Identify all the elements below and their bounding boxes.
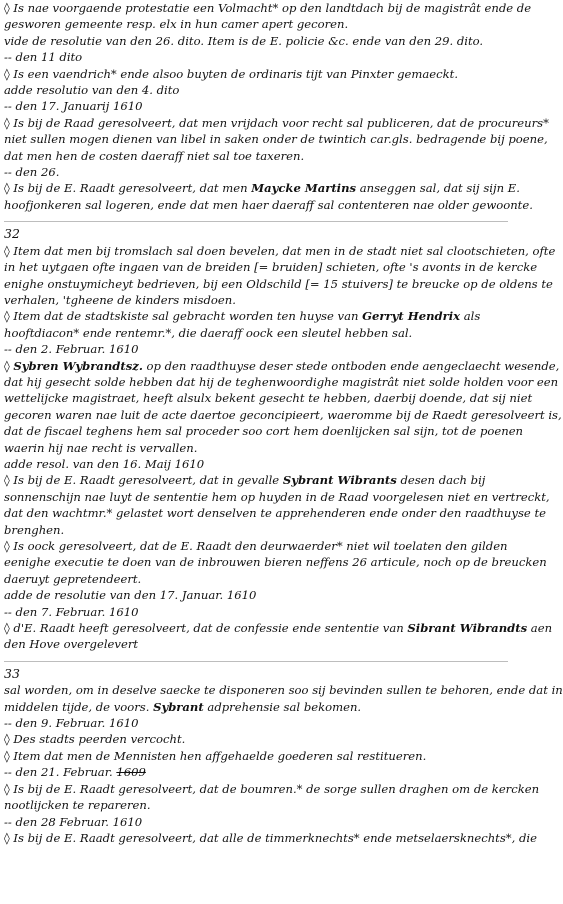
text-span: ◊ Is bij de E. Raadt geresolveert, dat men	[4, 181, 252, 196]
person-name: Sybrant Wibrants	[282, 473, 397, 488]
page-number: 32	[4, 226, 20, 242]
text-span: als	[460, 309, 481, 324]
person-name: Sibrant Wibrandts	[407, 621, 528, 636]
text-span: adprehensie sal bekomen.	[203, 699, 362, 714]
text-line: eenighe executie te doen van de inbrouwen bieren neffens 26 articule, noch op de breucken	[4, 555, 547, 570]
text-line	[4, 620, 553, 636]
text-line: verhalen, 'tgheene de kinders misdoen.	[4, 292, 236, 307]
text-line: dat men hen de costen daeraff niet sal toe taxeren.	[4, 148, 305, 163]
place-name: Pinxter	[350, 66, 394, 81]
text-line: dat den wachtmr.* gelastet wort denselven te apprehenderen ende onder den raadthuyse te	[4, 506, 546, 521]
text-span: ◊ Is bij de E. Raadt geresolveert, dat in gevalle	[4, 473, 283, 488]
person-name: Gerryt Hendrix	[362, 309, 461, 324]
text-line: waerin hij nae recht is vervallen.	[4, 440, 198, 455]
page-divider	[4, 221, 508, 222]
date-line: -- den 7. Februar. 1610	[4, 604, 139, 619]
text-span: ◊ Item dat de stadtskiste sal gebracht worden ten huyse van	[4, 309, 363, 324]
text-line: wettelijcke magistraet, heeft alsulx bekent gesecht te hebben, daerbij doende, dat sij niet	[4, 391, 533, 406]
text-line: enighe onstuymicheyt bedrieven, bij een Oldschild [= 15 stuivers] te breucke op de oldens te	[4, 276, 553, 291]
date-line: -- den 11 dito	[4, 50, 83, 65]
text-span: -- den 21. Februar.	[4, 765, 117, 780]
text-line: nootlijcken te repareren.	[4, 798, 151, 813]
text-line	[4, 472, 508, 488]
text-span: desen dach bij	[396, 473, 486, 488]
text-span: middelen tijde, de voors.	[4, 699, 154, 714]
text-span: op den raadthuyse deser stede ontboden ende aengeclaecht wesende,	[142, 358, 560, 373]
date-line	[4, 764, 508, 780]
text-line: ◊ Is bij de E. Raadt geresolveert, dat de boumren.* de sorge sullen draghen om de kercken	[4, 781, 540, 796]
text-line: adde resol. van den 16. Maij 1610	[4, 456, 205, 471]
text-line: in het uytgaen ofte ingaen van de breiden [= bruiden] schieten, ofte 's avonts in de kercke	[4, 260, 538, 275]
text-line: hooftdiacon* ende rentemr.*, die daeraff oock een sleutel hebben sal.	[4, 325, 413, 340]
text-line: daeruyt gepretendeert.	[4, 571, 142, 586]
text-line: ◊ Is nae voorgaende protestatie een Volmacht* op den landtdach bij de magistrât ende de	[4, 1, 532, 15]
person-name: Sybrant	[153, 699, 204, 714]
person-name: Maycke Martins	[251, 181, 357, 196]
text-span: ◊ d'E. Raadt heeft geresolveert, dat de confessie ende sententie van	[4, 621, 408, 636]
text-line: adde de resolutie van den 17. Januar. 1610	[4, 588, 257, 603]
text-line	[4, 66, 508, 82]
text-span: gemaeckt.	[393, 66, 459, 81]
text-line: sonnenschijn nae luyt de sententie hem op huyden in de Raad voorgelesen niet en vertreckt,	[4, 489, 550, 504]
text-span: ◊	[4, 358, 14, 373]
date-line: -- den 28 Februar. 1610	[4, 814, 143, 829]
text-line: vide de resolutie van den 26. dito. Item is de E. policie &c. ende van den 29. dito.	[4, 33, 484, 48]
text-line: ◊ Item dat men bij tromslach sal doen bevelen, dat men in de stadt niet sal clootschieten, ofte	[4, 243, 556, 258]
text-line: gecoren waren nae luit de acte daertoe geconcipieert, waeromme bij de Raedt geresolveert is,	[4, 407, 562, 422]
date-line: -- den 17. Januarij 1610	[4, 99, 143, 114]
person-name: Sybren Wybrandtsz.	[13, 358, 143, 373]
text-line: ◊ Item dat men de Mennisten hen affgehaelde goederen sal restitueren.	[4, 748, 427, 763]
date-line: -- den 26.	[4, 165, 60, 180]
date-line: -- den 9. Februar. 1610	[4, 716, 139, 731]
text-line: brenghen.	[4, 522, 65, 537]
text-line	[4, 358, 560, 374]
text-line: ◊ Is bij de Raad geresolveert, dat men vrijdach voor recht sal publiceren, dat de procureurs*	[4, 115, 549, 130]
date-line: -- den 2. Februar. 1610	[4, 342, 139, 357]
text-line: sal worden, om in deselve saecke te disponeren soo sij bevinden sullen te behoren, ende dat in	[4, 683, 563, 698]
page-number: 33	[4, 665, 20, 681]
text-line: niet sullen mogen dienen van libel in saken onder de twintich car.gls. bedragende bij poene,	[4, 132, 548, 147]
text-line: adde resolutio van den 4. dito	[4, 83, 180, 98]
text-line: ◊ Is bij de E. Raadt geresolveert, dat alle de timmerknechts* ende metselaersknechts*, die	[4, 830, 537, 845]
text-line: dat hij gesecht solde hebben dat hij de teghenwoordighe magistrât niet solde holden voor een	[4, 374, 559, 389]
text-line: ◊ Is oock geresolveert, dat de E. Raadt den deurwaerder* niet wil toelaten den gilden	[4, 539, 508, 553]
text-line: hoofjonkeren sal logeren, ende dat men haer daeraff sal contenteren nae older gewoonte.	[4, 197, 533, 212]
text-span: aen	[527, 621, 553, 636]
text-line: den Hove overgelevert	[4, 637, 139, 652]
text-line: dat de fiscael teghens hem sal proceder soo cort hem doenlijcken sal sijn, tot de poenen	[4, 424, 524, 439]
text-line: ◊ Des stadts peerden vercocht.	[4, 732, 186, 747]
text-line	[4, 180, 520, 196]
text-span: ◊ Is een vaendrich* ende alsoo buyten de ordinaris tijt van	[4, 66, 351, 81]
struck-year: 1609	[116, 765, 146, 780]
text-line: gesworen gemeente resp. elx in hun camer apert gecoren.	[4, 17, 349, 32]
page-divider	[4, 661, 508, 662]
text-span: anseggen sal, dat sij sijn E.	[356, 181, 520, 196]
text-line	[4, 308, 508, 324]
text-line	[4, 699, 508, 715]
